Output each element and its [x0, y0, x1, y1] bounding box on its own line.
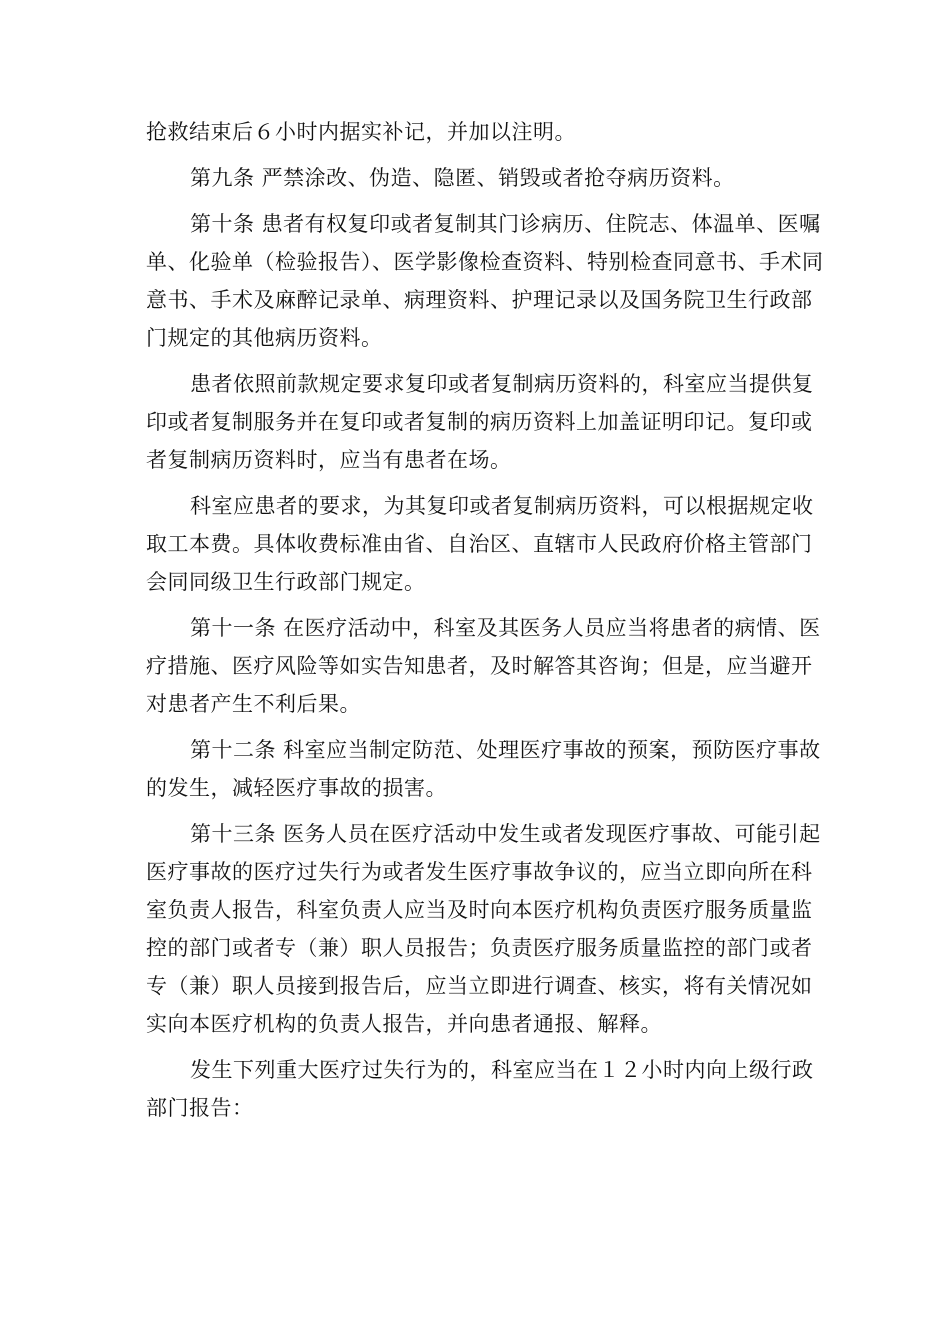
paragraph-article-9: 第九条 严禁涂改、伪造、隐匿、销毁或者抢夺病历资料。 [190, 166, 735, 190]
paragraph-article-11: 第十一条 在医疗活动中，科室及其医务人员应当将患者的病情、医疗措施、医疗风险等如实告知患者，及时解答其咨询；但是，应当避开对患者产生不利后果。 [146, 616, 821, 716]
document-body [146, 113, 826, 1135]
paragraph-article-13: 第十三条 医务人员在医疗活动中发生或者发现医疗事故、可能引起医疗事故的医疗过失行为或者发生医疗事故争议的，应当立即向所在科室负责人报告，科室负责人应当及时向本医疗机构负责医疗服务质量监控的部门或者专（兼）职人员报告；负责医疗服务质量监控的部门或者专（兼）职人员接到报告后，应当立即进行调查、核实，将有关情况如实向本医疗机构的负责人报告，并向患者通报、解释。 [146, 822, 821, 1036]
paragraph-article-10: 第十条 患者有权复印或者复制其门诊病历、住院志、体温单、医嘱单、化验单（检验报告）、医学影像检查资料、特别检查同意书、手术同意书、手术及麻醉记录单、病理资料、护理记录以及国务院卫生行政部门规定的其他病历资料。 [146, 212, 824, 350]
paragraph-1: 抢救结束后６小时内据实补记，并加以注明。 [146, 120, 576, 144]
paragraph-major-fault-report: 发生下列重大医疗过失行为的，科室应当在１２小时内向上级行政部门报告： [146, 1058, 814, 1120]
paragraph-article-12: 第十二条 科室应当制定防范、处理医疗事故的预案，预防医疗事故的发生，减轻医疗事故的损害。 [146, 738, 821, 800]
paragraph-copy-service: 患者依照前款规定要求复印或者复制病历资料的，科室应当提供复印或者复制服务并在复印或者复制的病历资料上加盖证明印记。复印或者复制病历资料时，应当有患者在场。 [146, 372, 814, 472]
paragraph-copy-fee: 科室应患者的要求，为其复印或者复制病历资料，可以根据规定收取工本费。具体收费标准由省、自治区、直辖市人民政府价格主管部门会同同级卫生行政部门规定。 [146, 494, 814, 594]
